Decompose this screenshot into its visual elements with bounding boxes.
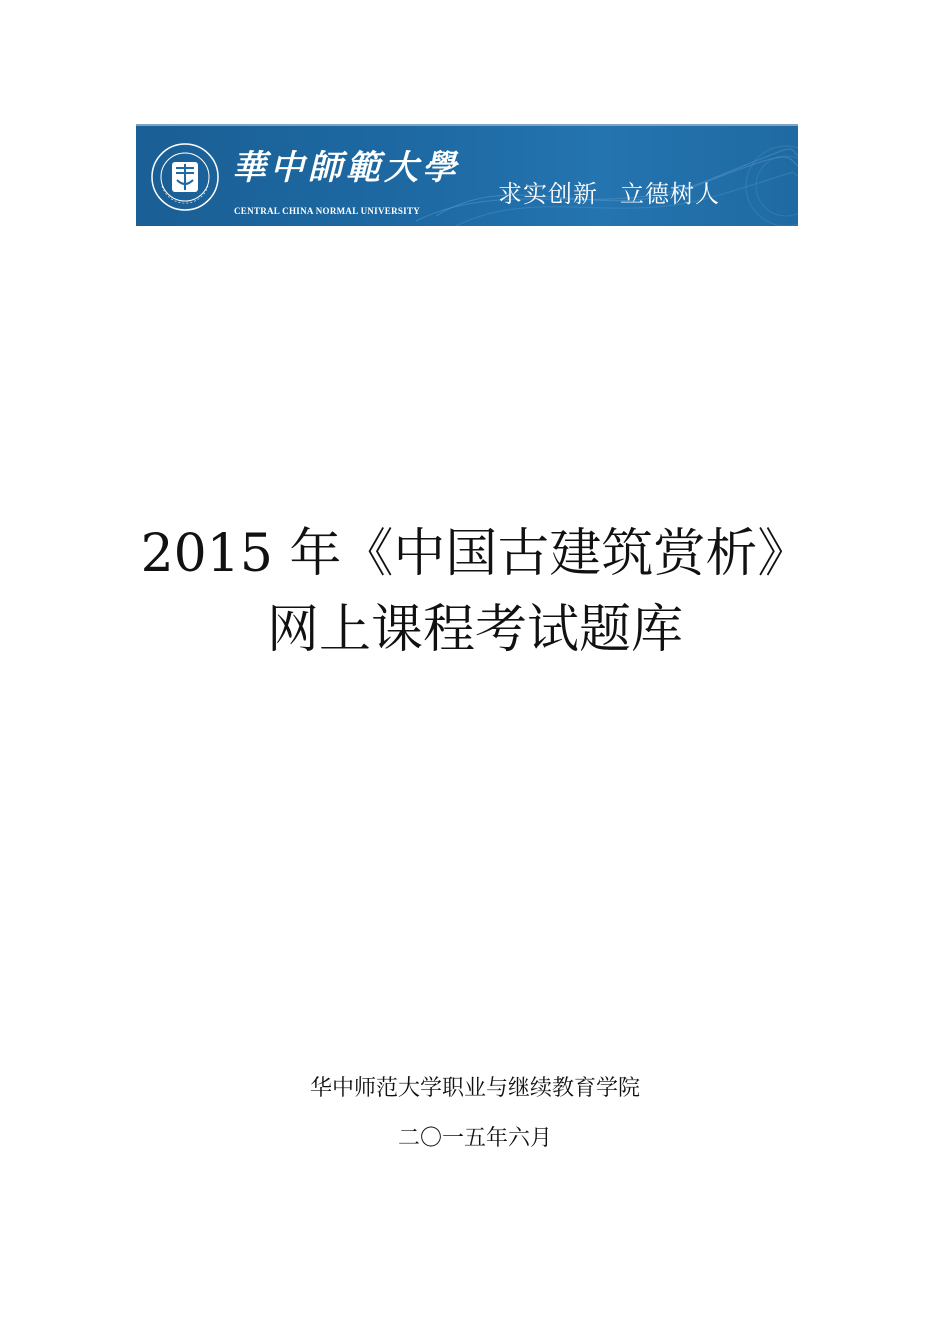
issuing-institution: 华中师范大学职业与继续教育学院	[309, 1076, 640, 1101]
university-banner	[136, 124, 798, 226]
university-name: 華中師範大學	[232, 148, 460, 188]
university-motto	[498, 174, 720, 209]
document-title-line-2: 网上课程考试题库	[266, 600, 683, 660]
university-name-english: CENTRAL CHINA NORMAL UNIVERSITY	[234, 206, 421, 216]
issue-date: 二〇一五年六月	[397, 1126, 552, 1151]
motto-part-2: 立德树人	[620, 180, 720, 208]
motto-part-1: 求实创新	[498, 180, 598, 208]
document-title-line-1: 2015 年《中国古建筑赏析》	[140, 524, 810, 584]
university-seal-icon	[150, 142, 220, 212]
